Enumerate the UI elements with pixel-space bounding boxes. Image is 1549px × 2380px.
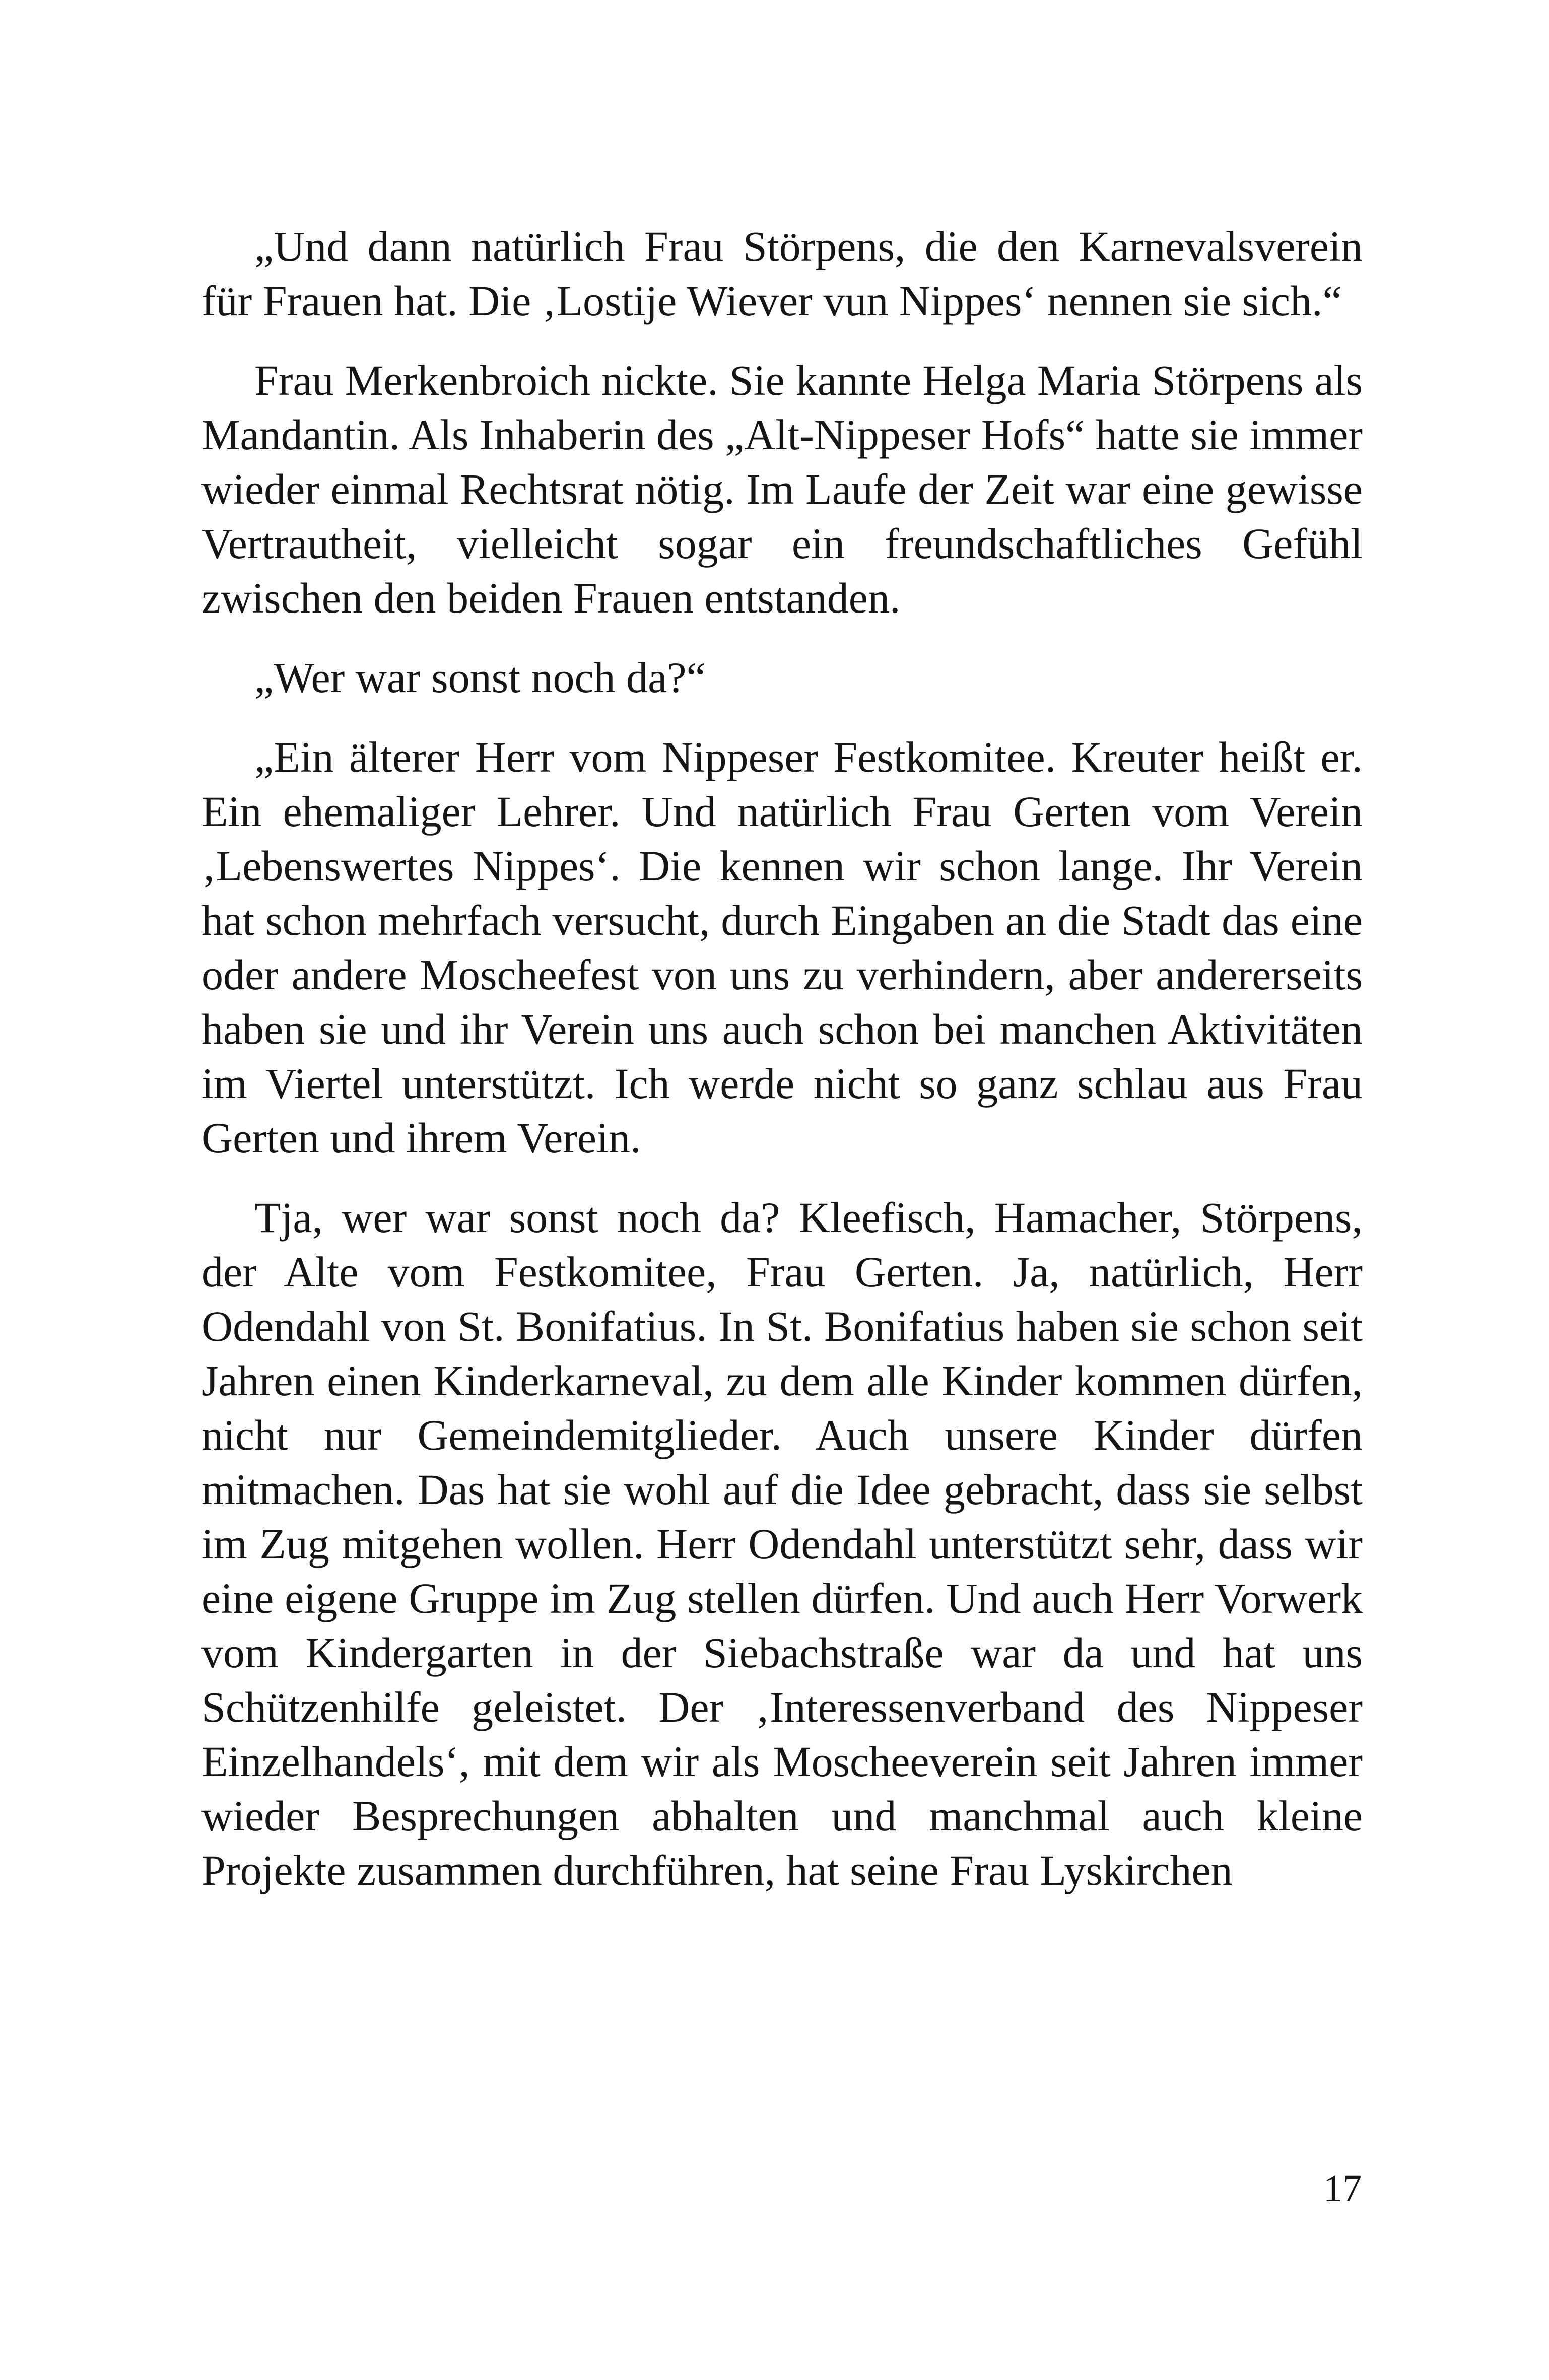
- paragraph-1: „Und dann natürlich Frau Störpens, die den Karnevalsverein für Frauen hat. Die ‚Lostije Wiever vun Nippes‘ nennen sie sich.“: [201, 222, 1363, 325]
- paragraph-4: „Ein älterer Herr vom Nippeser Festkomitee. Kreuter heißt er. Ein ehemaliger Lehrer. Und natürlich Frau Gerten vom Verein ‚Lebenswertes Nippes‘. Die kennen wir schon lange. Ihr Verein hat schon mehrfach versucht, durch Eingaben an die Stadt das eine oder andere Moscheefest von uns zu verhindern, aber andererseits haben sie und ihr Verein uns auch schon bei manchen Aktivitäten im Viertel unterstützt. Ich werde nicht so ganz schlau aus Frau Gerten und ihrem Verein.: [201, 733, 1363, 1162]
- page-number: 17: [1323, 2167, 1362, 2210]
- paragraph-3: „Wer war sonst noch da?“: [254, 653, 706, 702]
- paragraph-5: Tja, wer war sonst noch da? Kleefisch, Hamacher, Störpens, der Alte vom Festkomitee, Frau Gerten. Ja, natürlich, Herr Odendahl von St. Bonifatius. In St. Bonifatius haben sie schon seit Jahren einen Kinderkarneval, zu dem alle Kinder kommen dürfen, nicht nur Gemeindemitglieder. Auch unsere Kinder dürfen mitmachen. Das hat sie wohl auf die Idee gebracht, dass sie selbst im Zug mitgehen wollen. Herr Odendahl unterstützt sehr, dass wir eine eigene Gruppe im Zug stellen dürfen. Und auch Herr Vorwerk vom Kindergarten in der Siebachstraße war da und hat uns Schützenhilfe geleistet. Der ‚Interessenverband des Nippeser Einzelhandels‘, mit dem wir als Moscheeverein seit Jahren immer wieder Besprechungen abhalten und manchmal auch kleine Projekte zusammen durchführen, hat seine Frau Lyskirchen: [201, 1193, 1363, 1894]
- paragraph-2: Frau Merkenbroich nickte. Sie kannte Helga Maria Störpens als Mandantin. Als Inhaberin des „Alt-Nippeser Hofs“ hatte sie immer wieder einmal Rechtsrat nötig. Im Laufe der Zeit war eine gewisse Vertrautheit, vielleicht sogar ein freundschaftliches Gefühl zwischen den beiden Frauen entstanden.: [201, 356, 1363, 622]
- body-text: [201, 219, 1363, 1897]
